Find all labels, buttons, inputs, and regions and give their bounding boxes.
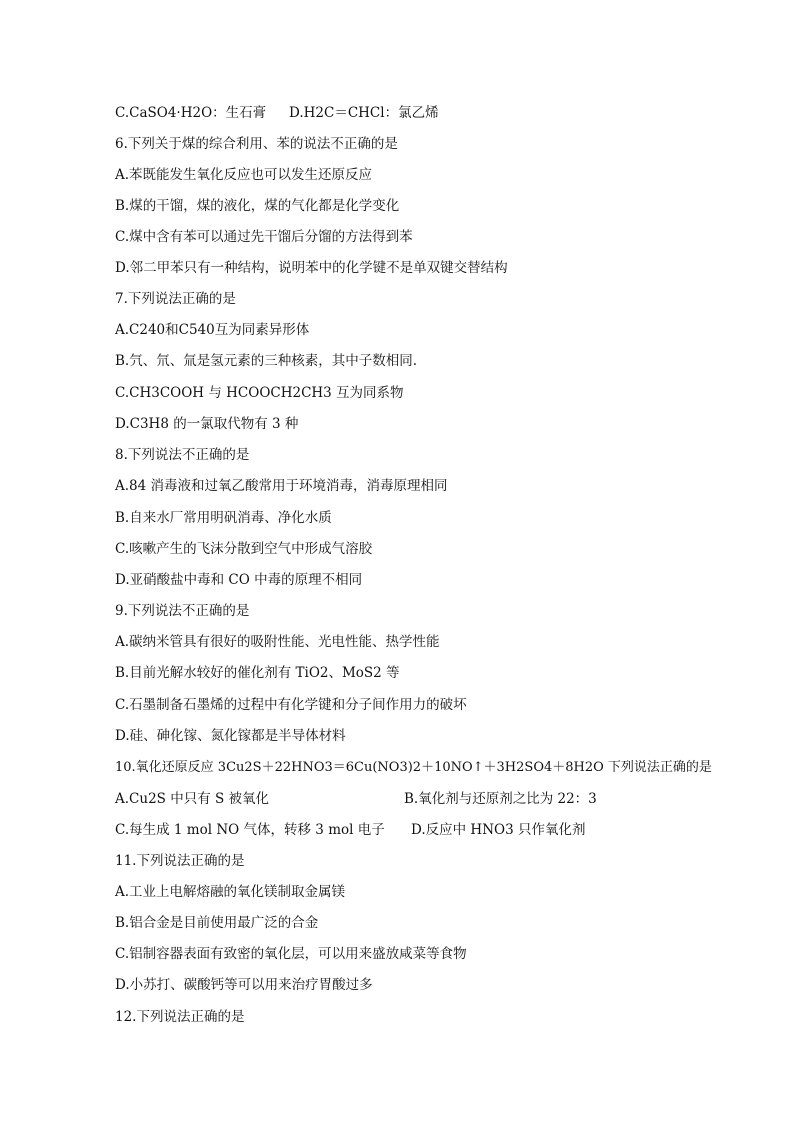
question-7-stem: 7.下列说法正确的是 <box>115 291 236 307</box>
option-text: A.碳纳米管具有很好的吸附性能、光电性能、热学性能 <box>115 634 440 650</box>
option-c-line <box>115 104 439 122</box>
option-text: B.氕、氘、氚是氢元素的三种核素，其中子数相同. <box>115 353 418 369</box>
question-6-stem: 6.下列关于煤的综合利用、苯的说法不正确的是 <box>115 136 398 152</box>
option-text: D.亚硝酸盐中毒和 CO 中毒的原理不相同 <box>115 572 363 588</box>
option-text: D.C3H8 的一氯取代物有 3 种 <box>115 416 299 432</box>
question-8-stem: 8.下列说法不正确的是 <box>115 447 250 463</box>
option-text: A.Cu2S 中只有 S 被氧化 <box>115 791 270 807</box>
option-text: C.每生成 1 mol NO 气体，转移 3 mol 电子 <box>115 822 385 838</box>
option-text: B.铝合金是目前使用最广泛的合金 <box>115 915 319 931</box>
option-text: B.自来水厂常用明矾消毒、净化水质 <box>115 510 332 526</box>
option-text: A.苯既能发生氧化反应也可以发生还原反应 <box>115 167 373 183</box>
option-text: C.CH3COOH 与 HCOOCH2CH3 互为同系物 <box>115 385 404 401</box>
option-text: C.铝制容器表面有致密的氧化层，可以用来盛放咸菜等食物 <box>115 946 467 962</box>
question-12-stem: 12.下列说法正确的是 <box>115 1009 245 1025</box>
option-row <box>115 821 586 839</box>
question-11-stem: 11.下列说法正确的是 <box>115 853 245 869</box>
option-text: D.硅、砷化镓、氮化镓都是半导体材料 <box>115 728 346 744</box>
option-text: C.咳嗽产生的飞沫分散到空气中形成气溶胶 <box>115 541 373 557</box>
option-text: D.邻二甲苯只有一种结构，说明苯中的化学键不是单双键交替结构 <box>115 260 508 276</box>
option-text: C.煤中含有苯可以通过先干馏后分馏的方法得到苯 <box>115 229 413 245</box>
option-text: B.氧化剂与还原剂之比为 22：3 <box>404 791 597 807</box>
option-text: B.煤的干馏，煤的液化，煤的气化都是化学变化 <box>115 198 400 214</box>
option-text: D.H2C＝CHCl：氯乙烯 <box>289 105 439 121</box>
option-text: B.目前光解水较好的催化剂有 TiO2、MoS2 等 <box>115 665 400 681</box>
option-text: A.C240和C540互为同素异形体 <box>115 322 310 338</box>
option-text: C.石墨制备石墨烯的过程中有化学键和分子间作用力的破坏 <box>115 697 467 713</box>
question-9-stem: 9.下列说法不正确的是 <box>115 603 250 619</box>
option-text: D.小苏打、碳酸钙等可以用来治疗胃酸过多 <box>115 977 373 993</box>
option-text: D.反应中 HNO3 只作氧化剂 <box>411 822 586 838</box>
option-text: A.84 消毒液和过氧乙酸常用于环境消毒，消毒原理相同 <box>115 478 448 494</box>
option-text: C.CaSO4·H2O：生石膏 <box>115 105 267 121</box>
option-row <box>115 790 597 808</box>
option-text: A.工业上电解熔融的氧化镁制取金属镁 <box>115 884 346 900</box>
question-10-stem: 10.氧化还原反应 3Cu2S＋22HNO3＝6Cu(NO3)2＋10NO↑＋3H2SO4＋8H2O 下列说法正确的是 <box>115 760 712 775</box>
